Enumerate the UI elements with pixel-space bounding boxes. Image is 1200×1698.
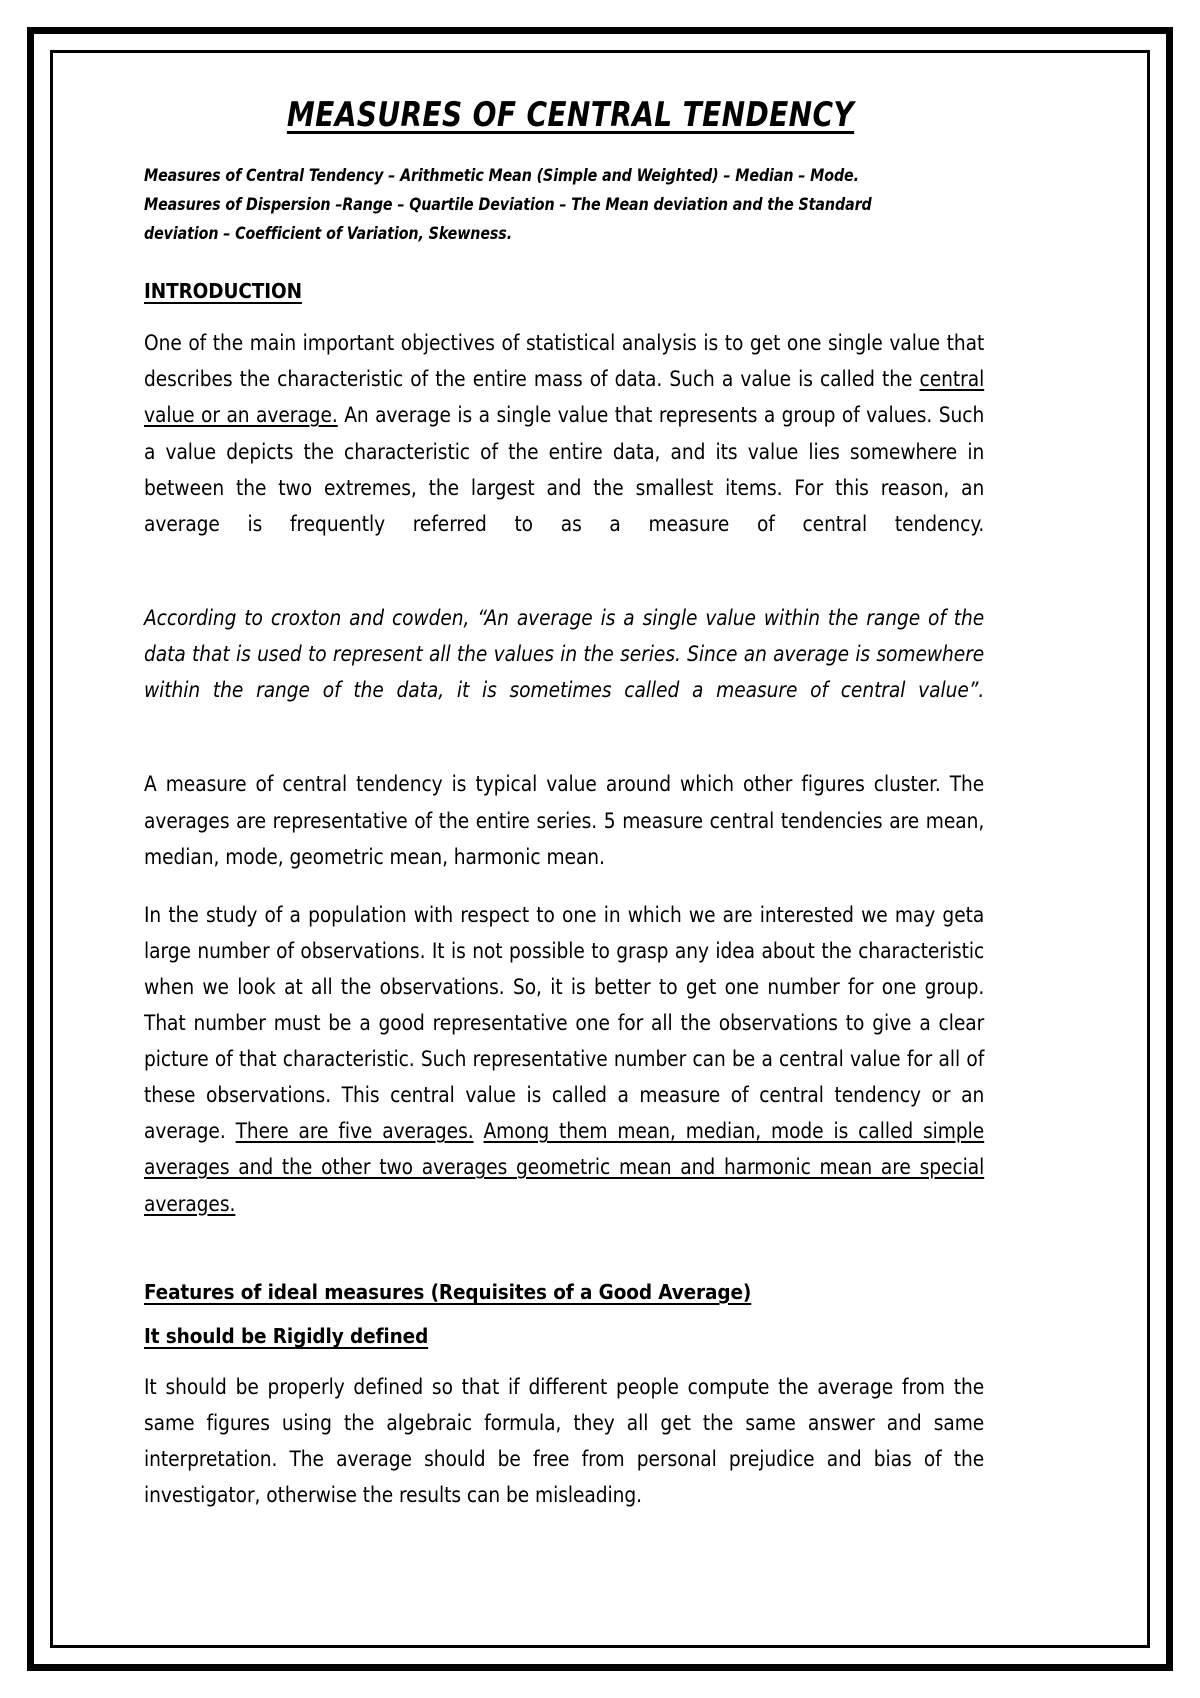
paragraph-rigidly-defined: It should be properly defined so that if different people compute the average from the same figures using the algebraic formula, they all get the same answer and same interpretation. The average should be free from personal prejudice and bias of the investigator, otherwise the results can be misleading.: [144, 1375, 985, 1508]
section-heading-features: [144, 1280, 997, 1305]
section-heading-features-label: Features of ideal measures (Requisites of a Good Average): [144, 1279, 752, 1304]
subsection-heading-rigidly-defined: [144, 1324, 997, 1349]
section-heading-introduction: [144, 279, 997, 304]
syllabus-line-1: Measures of Central Tendency – Arithmetic Mean (Simple and Weighted) – Median – Mode.: [144, 165, 859, 185]
page-border-outer: [27, 27, 1173, 1671]
subsection-heading-rigidly-defined-label: It should be Rigidly defined: [144, 1324, 429, 1349]
section-heading-introduction-label: INTRODUCTION: [144, 278, 302, 303]
paragraph-intro-1-part-a: One of the main important objectives of statistical analysis is to get one single value that describes the characteristic of the entire mass of data. Such a value is called the: [144, 331, 985, 392]
syllabus-line-3: deviation – Coefficient of Variation, Skewness.: [144, 224, 513, 244]
paragraph-intro-1-part-b: An average is a single value that represents a group of values. Such a value depicts the characteristic of the entire data, and its value lies somewhere in between the two extremes, the largest and the smallest items. For this reason, an average is frequently referred to as a measure of central tendency.: [144, 403, 985, 536]
syllabus-line-2: Measures of Dispersion –Range – Quartile Deviation – The Mean deviation and the Standard: [144, 194, 872, 214]
page-border-inner: [50, 50, 1150, 1648]
paragraph-intro-4-underlined-1: There are five averages.: [235, 1119, 474, 1144]
paragraph-intro-1-underlined: central value or an average.: [144, 367, 985, 428]
paragraph-intro-1: [144, 325, 984, 578]
document-content: [144, 96, 997, 1535]
paragraph-intro-4-part-a: In the study of a population with respect to one in which we are interested we may geta large number of observations. It is not possible to grasp any idea about the characteristic when we look at all the observations. So, it is better to get one number for one group. That number must be a good representative one for all the observations to give a clear picture of that characteristic. Such representative number can be a central value for all of these observations. This central value is called a measure of central tendency or an average.: [144, 902, 985, 1144]
paragraph-intro-4-gap: [474, 1119, 484, 1143]
paragraph-intro-4-underlined-2: Among them mean, median, mode is called simple averages and the other two averages geometric mean and harmonic mean are special averages.: [144, 1119, 985, 1216]
paragraph-intro-3: A measure of central tendency is typical value around which other figures cluster. The averages are representative of the entire series. 5 measure central tendencies are mean, median, mode, geometric mean, harmonic mean.: [144, 772, 985, 869]
page-title: MEASURES OF CENTRAL TENDENCY: [286, 95, 855, 134]
paragraph-quote-croxton-cowden: According to croxton and cowden, “An average is a single value within the range of the data that is used to represent all the values in the series. Since an average is somewhere within the range of the data, it is sometimes called a measure of central value”.: [144, 605, 985, 703]
syllabus-block: [144, 161, 963, 249]
paragraph-intro-4: [144, 897, 984, 1258]
